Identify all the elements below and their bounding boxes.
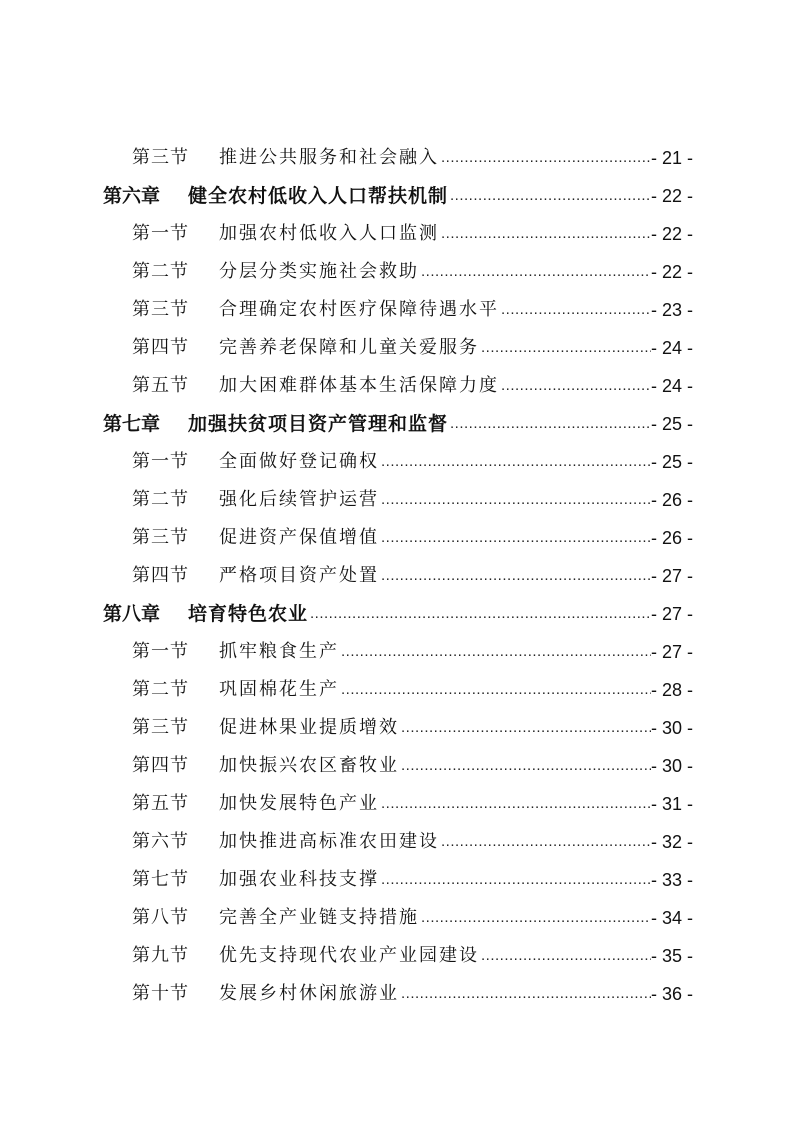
toc-entry-number: 第三节 bbox=[132, 299, 189, 320]
toc-entry-number: 第四节 bbox=[132, 565, 189, 586]
toc-entry-title: 加快发展特色产业 bbox=[219, 793, 379, 814]
dot-leader bbox=[379, 481, 651, 519]
toc-entry[interactable] bbox=[103, 785, 693, 823]
toc-entry-title: 全面做好登记确权 bbox=[219, 451, 379, 472]
toc-entry-number: 第三节 bbox=[132, 147, 189, 168]
toc-entry-number: 第二节 bbox=[132, 679, 189, 700]
toc-entry-number: 第四节 bbox=[132, 337, 189, 358]
toc-entry-number: 第八节 bbox=[132, 907, 189, 928]
toc-entry-number: 第二节 bbox=[132, 489, 189, 510]
dot-leader bbox=[379, 443, 651, 481]
toc-entry-number: 第五节 bbox=[132, 375, 189, 396]
toc-entry[interactable] bbox=[103, 861, 693, 899]
toc-entry[interactable] bbox=[103, 899, 693, 937]
toc-entry-page: - 24 - bbox=[650, 338, 693, 358]
toc-chapter-title: 健全农村低收入人口帮扶机制 bbox=[188, 185, 449, 207]
toc-entry-page: - 26 - bbox=[650, 528, 693, 548]
toc-entry[interactable] bbox=[103, 481, 693, 519]
toc-chapter[interactable] bbox=[103, 595, 693, 633]
dot-leader bbox=[399, 709, 651, 747]
toc-entry-page: - 32 - bbox=[650, 832, 693, 852]
toc-chapter-title: 培育特色农业 bbox=[188, 603, 309, 625]
dot-leader bbox=[479, 329, 651, 367]
toc-chapter-number: 第七章 bbox=[103, 413, 161, 435]
toc-entry-number: 第一节 bbox=[132, 223, 189, 244]
toc-entry[interactable] bbox=[103, 291, 693, 329]
toc-entry-title: 分层分类实施社会救助 bbox=[219, 261, 419, 282]
toc-entry[interactable] bbox=[103, 329, 693, 367]
toc-entry[interactable] bbox=[103, 557, 693, 595]
toc-entry-page: - 22 - bbox=[650, 262, 693, 282]
dot-leader bbox=[379, 785, 651, 823]
toc-entry-number: 第十节 bbox=[132, 983, 189, 1004]
toc-chapter-page: - 22 - bbox=[650, 186, 693, 206]
toc-entry-title: 完善全产业链支持措施 bbox=[219, 907, 419, 928]
toc-entry-title: 发展乡村休闲旅游业 bbox=[219, 983, 399, 1004]
toc-entry-page: - 36 - bbox=[650, 984, 693, 1004]
toc-entry[interactable] bbox=[103, 253, 693, 291]
toc-entry-page: - 28 - bbox=[650, 680, 693, 700]
toc-entry[interactable] bbox=[103, 519, 693, 557]
toc-entry-number: 第四节 bbox=[132, 755, 189, 776]
toc-entry[interactable] bbox=[103, 975, 693, 1013]
toc-entry-page: - 26 - bbox=[650, 490, 693, 510]
toc-chapter[interactable] bbox=[103, 177, 693, 215]
toc-entry-title: 推进公共服务和社会融入 bbox=[219, 147, 439, 168]
toc-entry[interactable] bbox=[103, 367, 693, 405]
dot-leader bbox=[499, 291, 651, 329]
toc-entry-page: - 31 - bbox=[650, 794, 693, 814]
toc-entry[interactable] bbox=[103, 823, 693, 861]
toc-entry-page: - 22 - bbox=[650, 224, 693, 244]
toc-entry[interactable] bbox=[103, 139, 693, 177]
toc-entry-page: - 25 - bbox=[650, 452, 693, 472]
toc-entry-title: 促进资产保值增值 bbox=[219, 527, 379, 548]
toc-entry-number: 第二节 bbox=[132, 261, 189, 282]
toc-entry-title: 加强农村低收入人口监测 bbox=[219, 223, 439, 244]
table-of-contents bbox=[103, 139, 693, 1013]
toc-entry[interactable] bbox=[103, 633, 693, 671]
toc-entry-title: 强化后续管护运营 bbox=[219, 489, 379, 510]
dot-leader bbox=[499, 367, 651, 405]
toc-chapter-number: 第八章 bbox=[103, 603, 161, 625]
toc-chapter-page: - 27 - bbox=[650, 604, 693, 624]
dot-leader bbox=[379, 557, 651, 595]
toc-entry-page: - 27 - bbox=[650, 642, 693, 662]
toc-entry-page: - 23 - bbox=[650, 300, 693, 320]
toc-entry-page: - 30 - bbox=[650, 756, 693, 776]
toc-entry-title: 加快振兴农区畜牧业 bbox=[219, 755, 399, 776]
toc-entry[interactable] bbox=[103, 709, 693, 747]
toc-entry-page: - 35 - bbox=[650, 946, 693, 966]
dot-leader bbox=[419, 253, 651, 291]
toc-entry-number: 第五节 bbox=[132, 793, 189, 814]
dot-leader bbox=[439, 215, 651, 253]
toc-entry-title: 加快推进高标准农田建设 bbox=[219, 831, 439, 852]
toc-entry-page: - 21 - bbox=[650, 148, 693, 168]
dot-leader bbox=[448, 405, 651, 443]
dot-leader bbox=[339, 671, 651, 709]
dot-leader bbox=[379, 519, 651, 557]
dot-leader bbox=[399, 747, 651, 785]
toc-entry-page: - 33 - bbox=[650, 870, 693, 890]
dot-leader bbox=[419, 899, 651, 937]
toc-chapter[interactable] bbox=[103, 405, 693, 443]
toc-entry-title: 加强农业科技支撑 bbox=[219, 869, 379, 890]
toc-entry-title: 加大困难群体基本生活保障力度 bbox=[219, 375, 499, 396]
dot-leader bbox=[399, 975, 651, 1013]
toc-entry-title: 促进林果业提质增效 bbox=[219, 717, 399, 738]
dot-leader bbox=[439, 823, 651, 861]
toc-entry-number: 第九节 bbox=[132, 945, 189, 966]
toc-chapter-page: - 25 - bbox=[650, 414, 693, 434]
toc-entry[interactable] bbox=[103, 937, 693, 975]
dot-leader bbox=[379, 861, 651, 899]
toc-entry[interactable] bbox=[103, 215, 693, 253]
toc-entry[interactable] bbox=[103, 671, 693, 709]
toc-entry-number: 第六节 bbox=[132, 831, 189, 852]
toc-entry-page: - 34 - bbox=[650, 908, 693, 928]
toc-chapter-number: 第六章 bbox=[103, 185, 161, 207]
toc-entry-page: - 24 - bbox=[650, 376, 693, 396]
toc-entry-number: 第三节 bbox=[132, 527, 189, 548]
toc-entry-number: 第三节 bbox=[132, 717, 189, 738]
toc-entry-page: - 30 - bbox=[650, 718, 693, 738]
toc-entry[interactable] bbox=[103, 747, 693, 785]
toc-entry[interactable] bbox=[103, 443, 693, 481]
dot-leader bbox=[439, 139, 651, 177]
toc-entry-title: 合理确定农村医疗保障待遇水平 bbox=[219, 299, 499, 320]
toc-chapter-title: 加强扶贫项目资产管理和监督 bbox=[188, 413, 449, 435]
toc-entry-number: 第一节 bbox=[132, 641, 189, 662]
toc-entry-title: 巩固棉花生产 bbox=[219, 679, 339, 700]
toc-entry-title: 完善养老保障和儿童关爱服务 bbox=[219, 337, 479, 358]
dot-leader bbox=[308, 595, 651, 633]
toc-entry-title: 抓牢粮食生产 bbox=[219, 641, 339, 662]
toc-entry-page: - 27 - bbox=[650, 566, 693, 586]
toc-entry-title: 严格项目资产处置 bbox=[219, 565, 379, 586]
toc-entry-title: 优先支持现代农业产业园建设 bbox=[219, 945, 479, 966]
dot-leader bbox=[448, 177, 651, 215]
dot-leader bbox=[479, 937, 651, 975]
dot-leader bbox=[339, 633, 651, 671]
toc-entry-number: 第一节 bbox=[132, 451, 189, 472]
toc-entry-number: 第七节 bbox=[132, 869, 189, 890]
